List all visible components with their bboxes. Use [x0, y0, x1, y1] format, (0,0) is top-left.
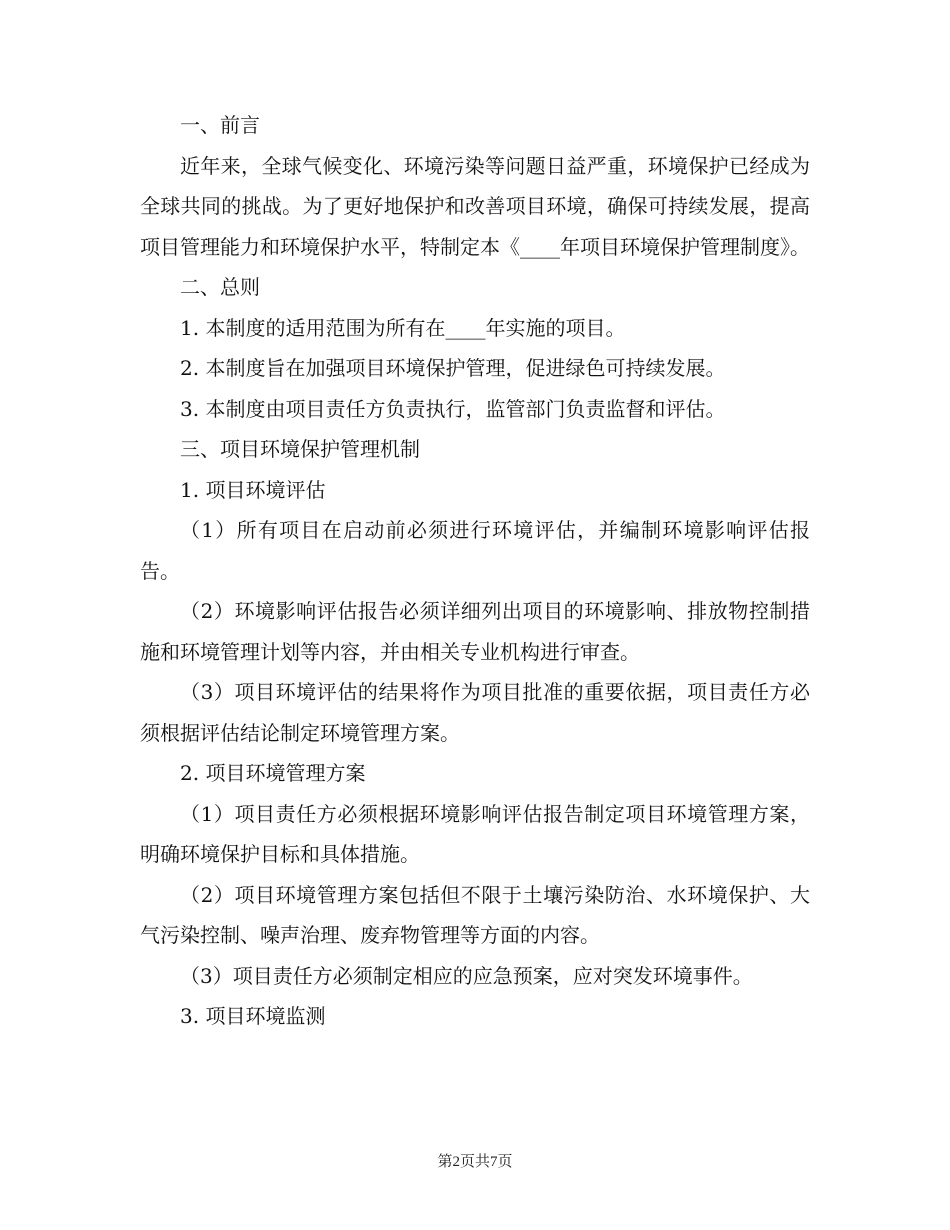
plan-item-1: （1）项目责任方必须根据环境影响评估报告制定项目环境管理方案，明确环境保护目标和具体措施。: [140, 801, 810, 866]
section-heading-preface: 一、前言: [180, 113, 260, 137]
document-body: [140, 105, 810, 1037]
section-heading-mechanism: 三、项目环境保护管理机制: [180, 437, 420, 461]
subsection-heading-assessment: 1. 项目环境评估: [180, 477, 326, 502]
general-item-1: 1. 本制度的适用范围为所有在____年实施的项目。: [180, 315, 626, 340]
assessment-item-3: （3）项目环境评估的结果将作为项目批准的重要依据，项目责任方必须根据评估结论制定环境管理方案。: [140, 680, 810, 745]
plan-item-2: （2）项目环境管理方案包括但不限于土壤污染防治、水环境保护、大气污染控制、噪声治理、废弃物管理等方面的内容。: [140, 882, 810, 947]
preface-paragraph: 近年来，全球气候变化、环境污染等问题日益严重，环境保护已经成为全球共同的挑战。为了更好地保护和改善项目环境，确保可持续发展，提高项目管理能力和环境保护水平，特制定本《____年项目环境保护管理制度》。: [140, 153, 810, 259]
general-item-3: 3. 本制度由项目责任方负责执行，监管部门负责监督和评估。: [180, 396, 726, 421]
subsection-heading-plan: 2. 项目环境管理方案: [180, 761, 366, 785]
assessment-item-2: （2）环境影响评估报告必须详细列出项目的环境影响、排放物控制措施和环境管理计划等内容，并由相关专业机构进行审查。: [140, 599, 810, 664]
assessment-item-1: （1）所有项目在启动前必须进行环境评估，并编制环境影响评估报告。: [140, 518, 810, 583]
section-heading-general: 二、总则: [180, 275, 260, 299]
subsection-heading-monitoring: 3. 项目环境监测: [180, 1004, 326, 1028]
plan-item-3: （3）项目责任方必须制定相应的应急预案，应对突发环境事件。: [180, 963, 753, 988]
general-item-2: 2. 本制度旨在加强项目环境保护管理，促进绿色可持续发展。: [180, 356, 726, 380]
page-number-footer: 第2页共7页: [437, 1154, 513, 1170]
